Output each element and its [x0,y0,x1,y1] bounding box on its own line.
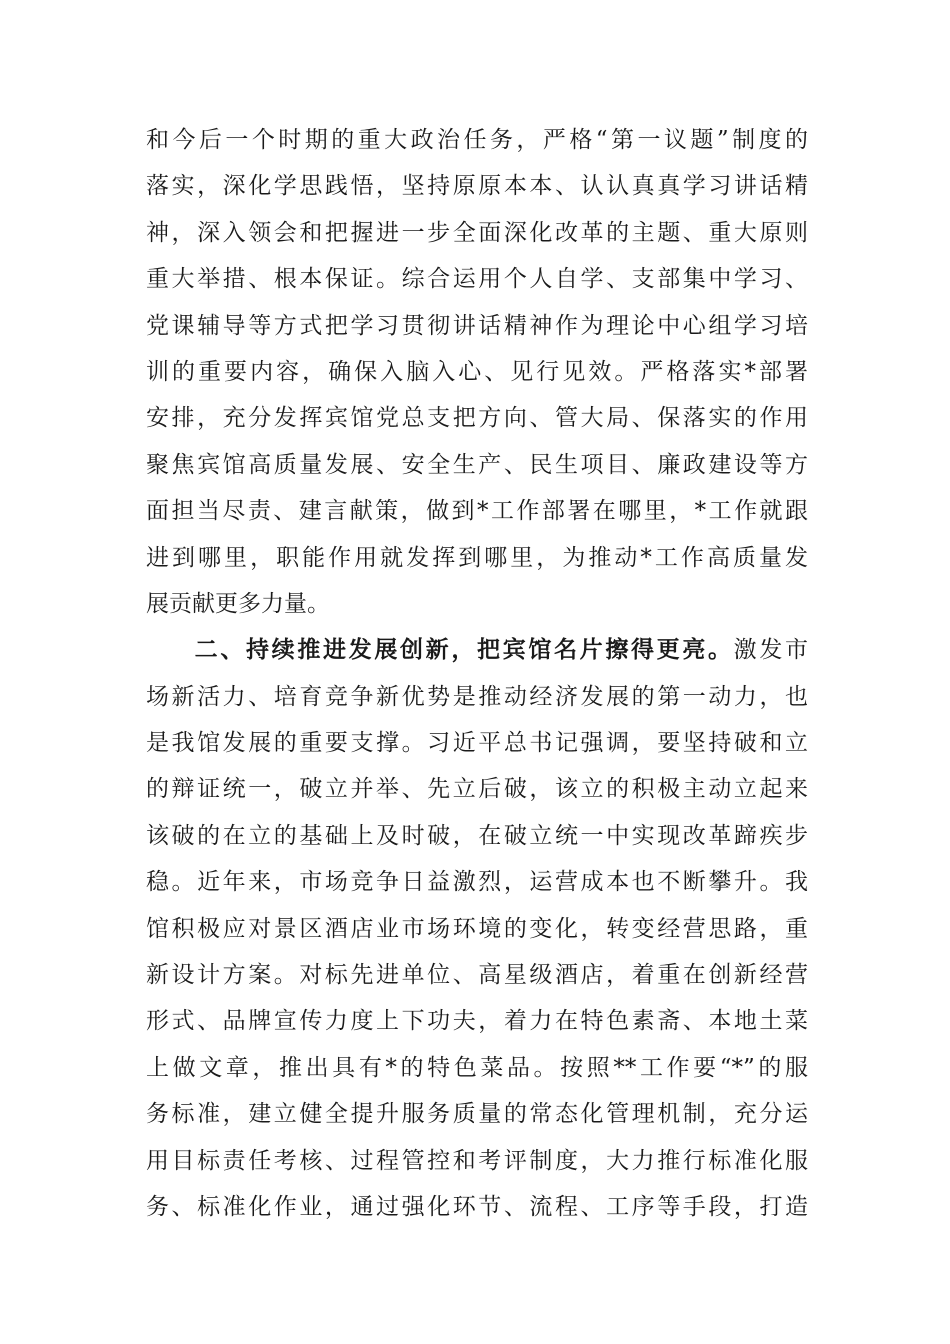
text-line: 新设计方案。对标先进单位、高星级酒店，着重在创新经营 [146,962,808,989]
text-line: 的辩证统一，破立并举、先立后破，该立的积极主动立起来 [146,776,808,803]
paragraph-2 [146,627,808,1230]
text-line: 上做文章，推出具有*的特色菜品。按照**工作要“*”的服 [146,1054,808,1081]
text-line: 安排，充分发挥宾馆党总支把方向、管大局、保落实的作用 [146,405,808,432]
text-line: 该破的在立的基础上及时破，在破立统一中实现改革蹄疾步 [146,822,808,849]
text-line: 党课辅导等方式把学习贯彻讲话精神作为理论中心组学习培 [146,312,808,339]
text-line: 务、标准化作业，通过强化环节、流程、工序等手段，打造 [146,1193,808,1220]
paragraph-1 [146,117,808,627]
text-line: 用目标责任考核、过程管控和考评制度，大力推行标准化服 [146,1147,808,1174]
text-line: 展贡献更多力量。 [146,590,330,617]
text-line: 务标准，建立健全提升服务质量的常态化管理机制，充分运 [146,1101,808,1128]
heading-line [146,627,808,673]
text-line: 落实，深化学思践悟，坚持原原本本、认认真真学习讲话精 [146,173,808,200]
text-line: 和今后一个时期的重大政治任务，严格“第一议题”制度的 [146,127,808,153]
text-line: 重大举措、根本保证。综合运用个人自学、支部集中学习、 [146,266,808,293]
text-line: 面担当尽责、建言献策，做到*工作部署在哪里，*工作就跟 [146,498,808,525]
text-line: 是我馆发展的重要支撑。习近平总书记强调，要坚持破和立 [146,730,808,757]
text-line: 场新活力、培育竞争新优势是推动经济发展的第一动力，也 [146,683,808,710]
text-line: 稳。近年来，市场竞争日益激烈，运营成本也不断攀升。我 [146,869,808,896]
text-line: 进到哪里，职能作用就发挥到哪里，为推动*工作高质量发 [146,544,808,571]
text-line: 神，深入领会和把握进一步全面深化改革的主题、重大原则 [146,219,808,246]
text-line: 训的重要内容，确保入脑入心、见行见效。严格落实*部署 [146,358,808,385]
text-line: 形式、品牌宣传力度上下功夫，着力在特色素斋、本地土菜 [146,1008,808,1035]
text-line: 聚焦宾馆高质量发展、安全生产、民生项目、廉政建设等方 [146,451,808,478]
text-line: 馆积极应对景区酒店业市场环境的变化，转变经营思路，重 [146,915,808,942]
section-heading: 二、持续推进发展创新，把宾馆名片擦得更亮。 [192,637,734,664]
heading-line-continuation: 激发市 [733,637,809,664]
document-body [146,117,808,1230]
